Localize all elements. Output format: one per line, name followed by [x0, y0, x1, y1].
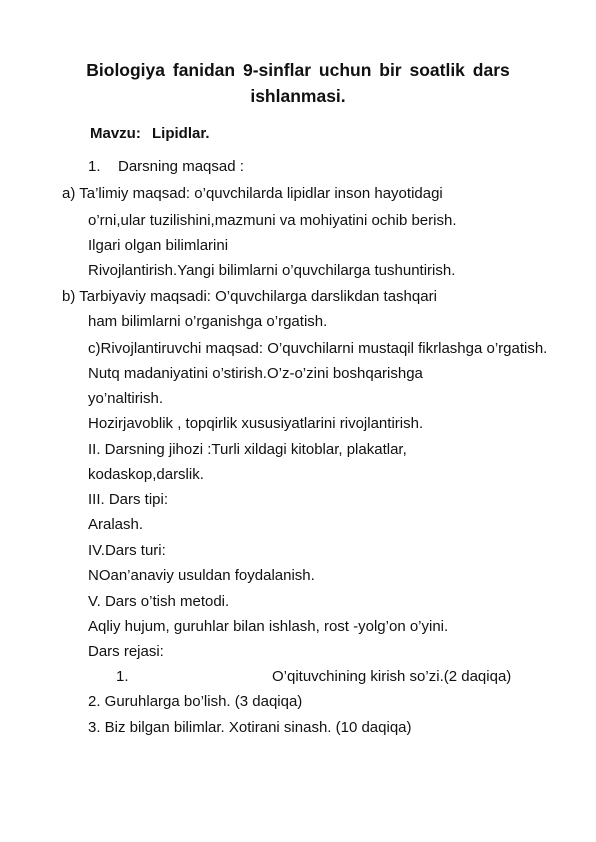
goal-b-line-1: b) Tarbiyaviy maqsadi: O’quvchilarga darslikdan tashqari — [62, 288, 437, 305]
goal-a-line-3: Ilgari olgan bilimlarini — [88, 237, 229, 254]
goal-a-line-1: a) Ta’limiy maqsad: o’quvchilarda lipidlar inson hayotidagi — [62, 185, 443, 202]
goal-heading-number: 1. — [88, 158, 101, 175]
goal-a-line-2: o’rni,ular tuzilishini,mazmuni va mohiyatini ochib berish. — [88, 212, 457, 229]
method-heading: V. Dars o’tish metodi. — [88, 593, 230, 610]
lesson-kind-heading: IV.Dars turi: — [88, 542, 166, 559]
plan-item-2: 2. Guruhlarga bo’lish. (3 daqiqa) — [88, 693, 303, 710]
method-value: Aqliy hujum, guruhlar bilan ishlash, rost -yolg’on o’yini. — [88, 618, 449, 635]
goal-heading: Darsning maqsad : — [118, 158, 244, 175]
lesson-type-heading: III. Dars tipi: — [88, 491, 169, 508]
page-title — [60, 57, 536, 109]
goal-c-line-4: Hozirjavoblik , topqirlik xususiyatlarini rivojlantirish. — [88, 415, 424, 432]
title-line-2: ishlanmasi. — [250, 86, 346, 106]
title-line-1: Biologiya fanidan 9-sinflar uchun bir soatlik dars — [86, 60, 510, 80]
equipment-line-1: II. Darsning jihozi :Turli xildagi kitoblar, plakatlar, — [88, 441, 407, 458]
goal-c-line-1: c)Rivojlantiruvchi maqsad: O’quvchilarni mustaqil fikrlashga o’rgatish. — [88, 340, 548, 357]
topic-value: Lipidlar. — [152, 125, 210, 142]
plan-item-1: O’qituvchining kirish so’zi.(2 daqiqa) — [272, 668, 512, 685]
goal-a-line-4: Rivojlantirish.Yangi bilimlarni o’quvchilarga tushuntirish. — [88, 262, 456, 279]
plan-item-1-number: 1. — [116, 668, 129, 685]
plan-item-3: 3. Biz bilgan bilimlar. Xotirani sinash. (10 daqiqa) — [88, 719, 412, 736]
goal-c-line-2: Nutq madaniyatini o’stirish.O’z-o’zini boshqarishga — [88, 365, 423, 382]
equipment-line-2: kodaskop,darslik. — [88, 466, 204, 483]
topic-label: Mavzu: — [90, 125, 141, 142]
lesson-type-value: Aralash. — [88, 516, 144, 533]
lesson-kind-value: NOan’anaviy usuldan foydalanish. — [88, 567, 315, 584]
goal-b-line-2: ham bilimlarni o’rganishga o’rgatish. — [88, 313, 328, 330]
goal-c-line-3: yo’naltirish. — [88, 390, 164, 407]
plan-heading: Dars rejasi: — [88, 643, 164, 660]
